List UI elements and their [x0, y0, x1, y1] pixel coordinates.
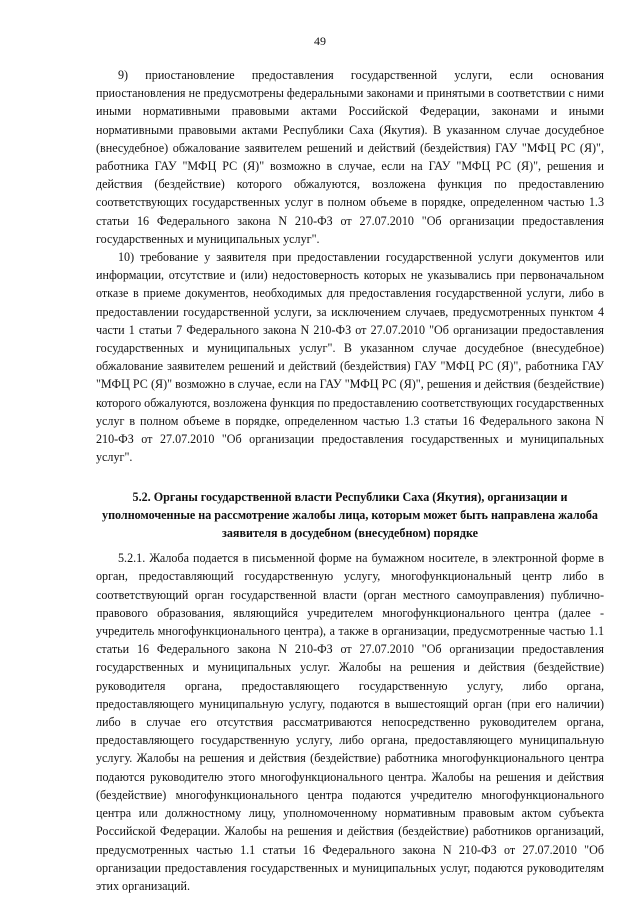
paragraph-item-9: 9) приостановление предоставления государственной услуги, если основания приостановления не предусмотрены федеральными законами и принятыми в соответствии с ними иными нормативными правовыми актами Российской Федерации, законами и иными нормативными правовыми актами Республики Саха (Якутия). В указанном случае досудебное (внесудебное) обжалование заявителем решений и действий (бездействия) ГАУ "МФЦ РС (Я)", работника ГАУ "МФЦ РС (Я)" возможно в случае, если на ГАУ "МФЦ РС (Я)", решения и действия (бездействие) которого обжалуются, возложена функция по предоставлению соответствующих государственных услуг в полном объеме в порядке, определенном частью 1.3 статьи 16 Федерального закона N 210-ФЗ от 27.07.2010 "Об организации предоставления государственных и муниципальных услуг". — [96, 68, 604, 246]
paragraph-item-10: 10) требование у заявителя при предоставлении государственной услуги документов или информации, отсутствие и (или) недостоверность которых не указывались при первоначальном отказе в приеме документов, необходимых для предоставления государственной услуги, либо в предоставлении государственной услуги, за исключением случаев, предусмотренных пунктом 4 части 1 статьи 7 Федерального закона N 210-ФЗ от 27.07.2010 "Об организации предоставления государственных и муниципальных услуг". В указанном случае досудебное (внесудебное) обжалование заявителем решений и действий (бездействия) ГАУ "МФЦ РС (Я)", работника ГАУ "МФЦ РС (Я)" возможно в случае, если на ГАУ "МФЦ РС (Я)", решения и действия (бездействие) которого обжалуются, возложена функция по предоставлению соответствующих государственных услуг в полном объеме в порядке, определенном частью 1.3 статьи 16 Федерального закона N 210-ФЗ от 27.07.2010 "Об организации предоставления государственных и муниципальных услуг". — [96, 250, 605, 465]
section-heading: 5.2. Органы государственной власти Республики Саха (Якутия), организации и уполномоченные на рассмотрение жалобы лица, которым может быть направлена жалоба заявителя в досудебном (внесудебном) порядке — [102, 490, 598, 540]
paragraph-5-2-1: 5.2.1. Жалоба подается в письменной форме на бумажном носителе, в электронной форме в орган, предоставляющий государственную услугу, многофункциональный центр либо в соответствующий орган государственной власти (орган местного самоуправления) публично-правового образования, являющийся учредителем многофункционального центра (далее - учредитель многофункционального центра), а также в организации, предусмотренные частью 1.1 статьи 16 Федерального закона N 210-ФЗ от 27.07.2010 "Об организации предоставления государственных и муниципальных услуг. Жалобы на решения и действия (бездействие) руководителя органа, предоставляющего государственную услугу, либо органа, предоставляющего муниципальную услугу, подаются в вышестоящий орган (при его наличии) либо в случае его отсутствия рассматриваются непосредственно руководителем органа, предоставляющего государственную услугу, либо органа, предоставляющего муниципальную услугу. Жалобы на решения и действия (бездействие) работника многофункционального центра подаются руководителю этого многофункционального центра. Жалобы на решения и действия (бездействие) многофункционального центра подаются учредителю многофункционального центра или должностному лицу, уполномоченному нормативным правовым актом субъекта Российской Федерации. Жалобы на решения и действия (бездействие) работников организаций, предусмотренных частью 1.1 статьи 16 Федерального закона N 210-ФЗ от 27.07.2010 "Об организации предоставления государственных и муниципальных услуг, подаются руководителям этих организаций. — [96, 551, 604, 893]
document-body — [96, 66, 604, 895]
page-number: 49 — [314, 34, 326, 48]
